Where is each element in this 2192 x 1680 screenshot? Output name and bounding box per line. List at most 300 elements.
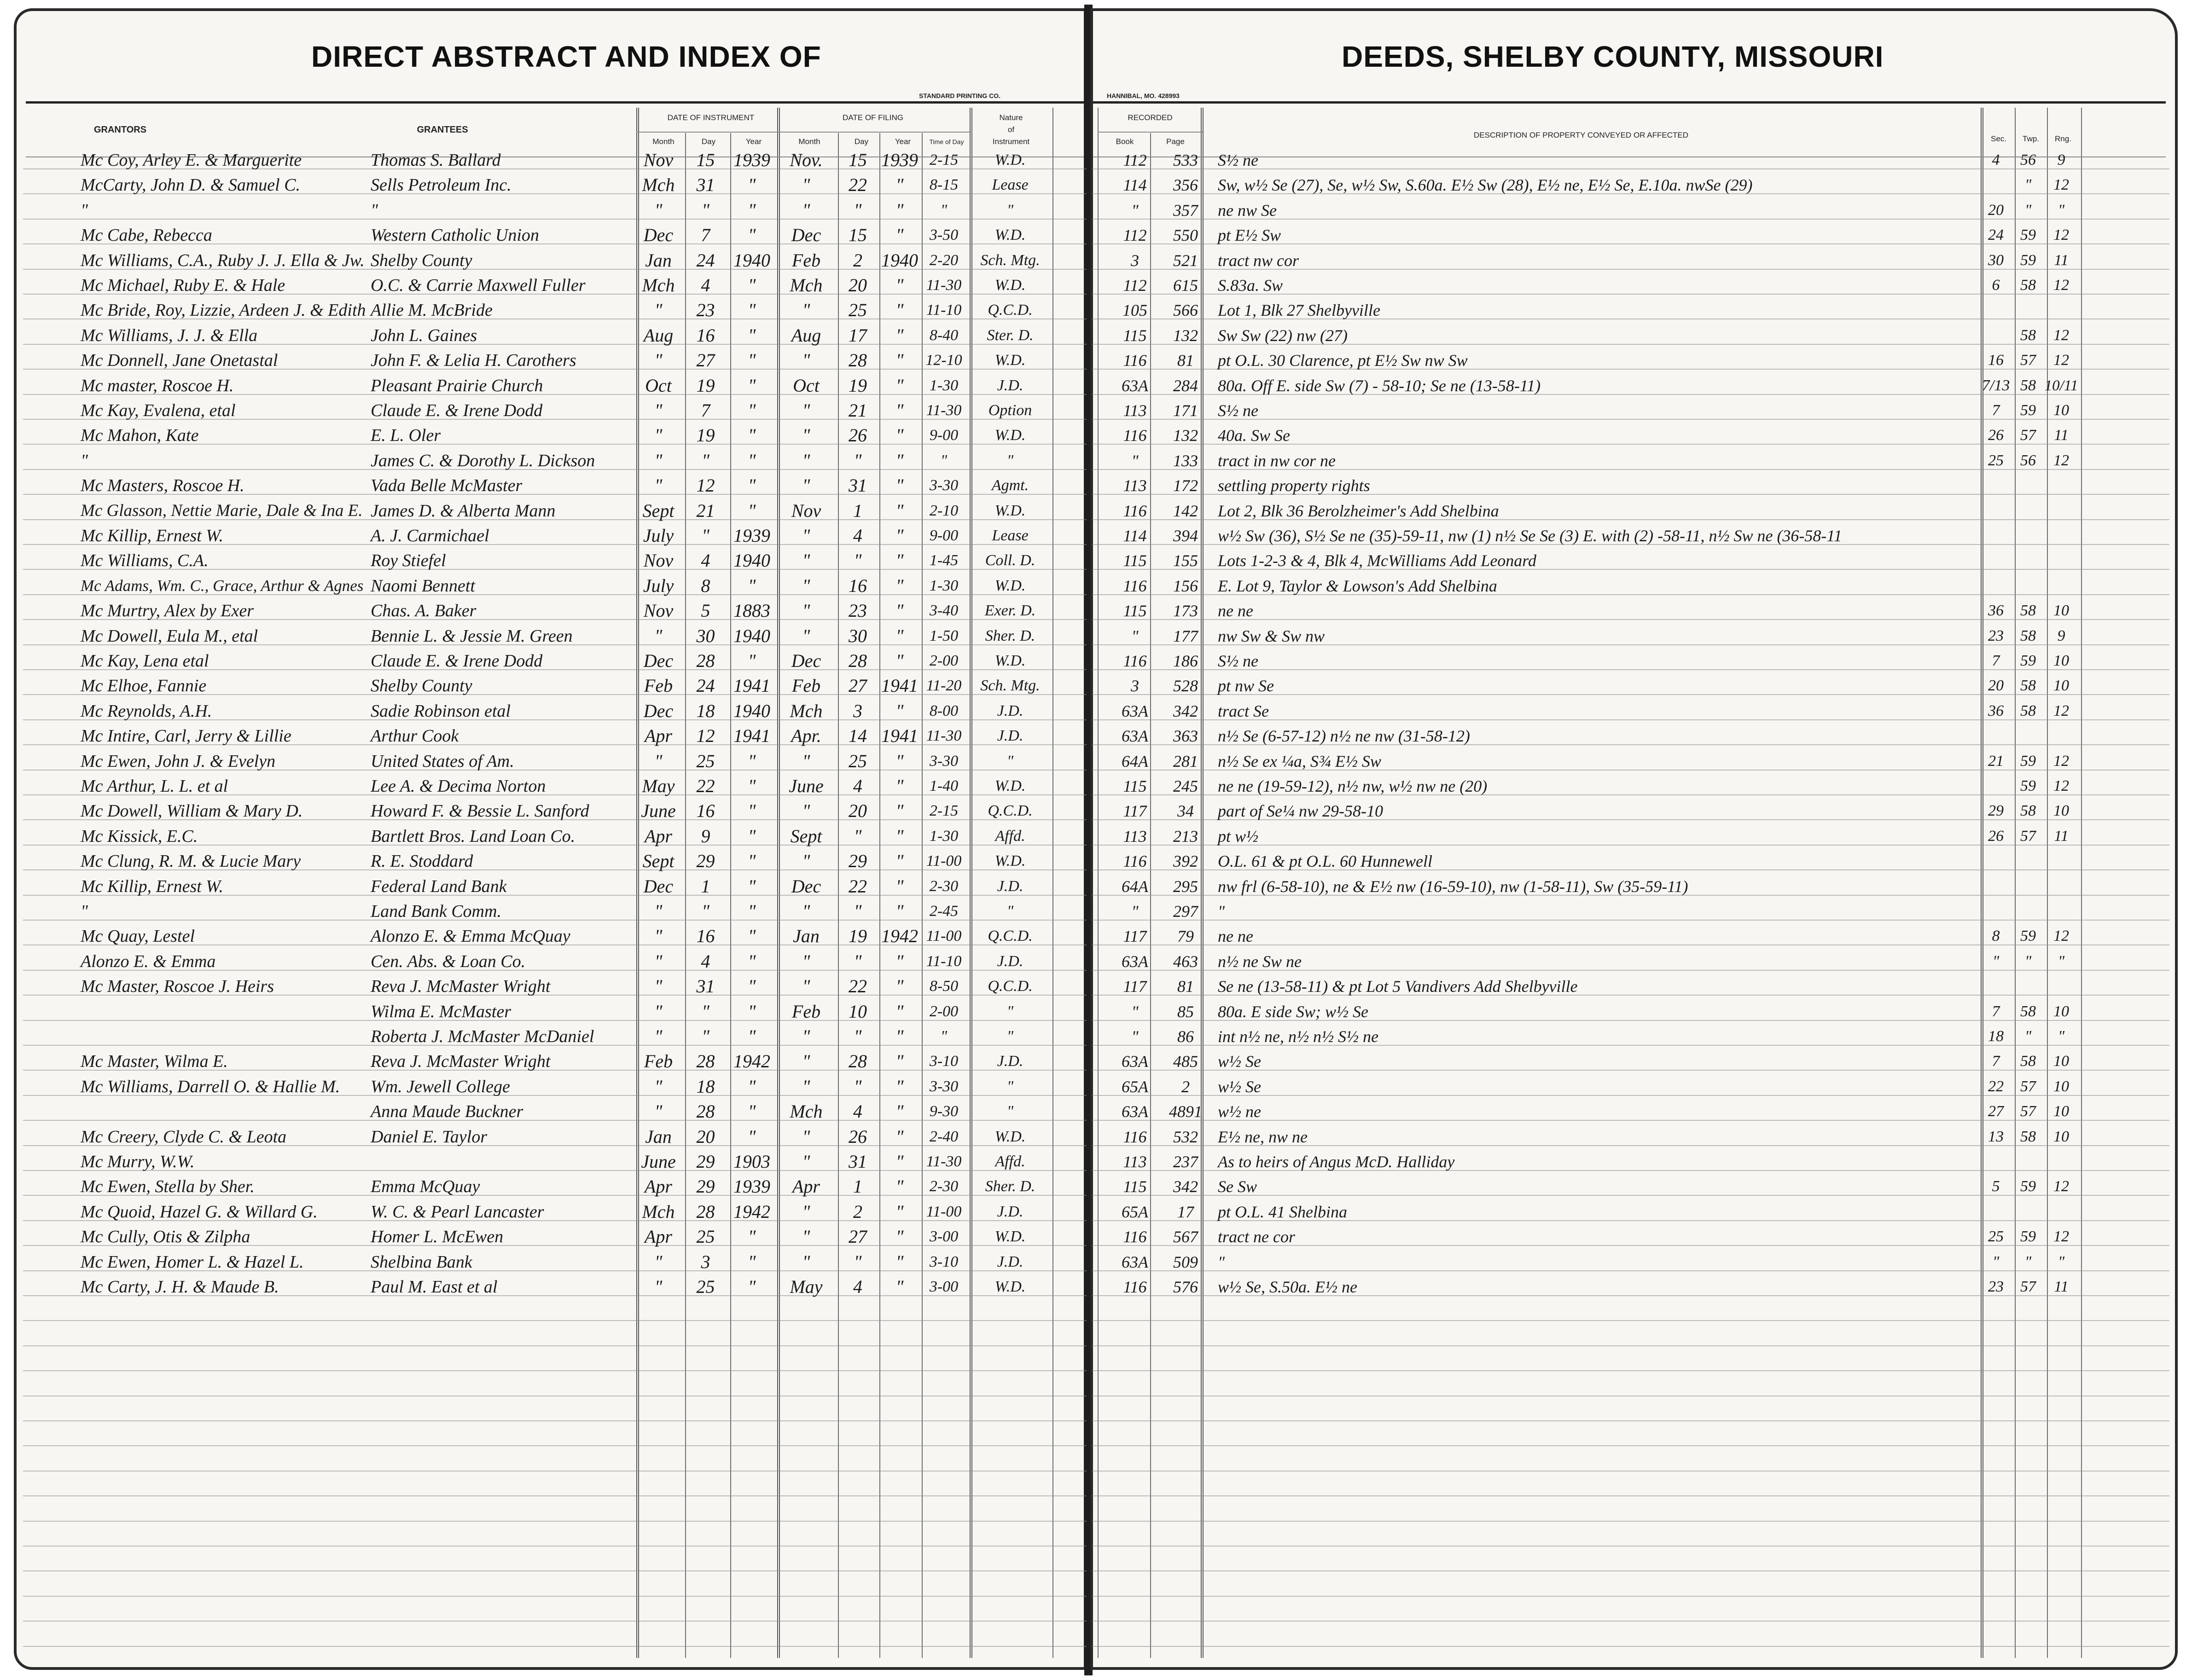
cell-id: 4 <box>701 275 710 295</box>
cell-id: 15 <box>696 150 715 170</box>
cell-time: 1-30 <box>929 577 959 594</box>
cell-time: 11-20 <box>926 677 962 695</box>
cell-time: 3-10 <box>929 1253 959 1270</box>
cell-desc: Se ne (13-58-11) & pt Lot 5 Vandivers Add Shelbyville <box>1218 977 1578 996</box>
cell-book: 116 <box>1123 576 1147 595</box>
cell-grantor: Mc Killip, Ernest W. <box>81 526 223 545</box>
cell-page: 342 <box>1173 1177 1198 1196</box>
cell-id: " <box>702 1026 709 1047</box>
cell-im: " <box>654 450 663 471</box>
cell-twp: 57 <box>2020 427 2036 444</box>
cell-iy: " <box>748 851 756 872</box>
cell-im: " <box>654 976 663 997</box>
cell-rng: " <box>2058 952 2065 970</box>
cell-id: 16 <box>696 926 715 947</box>
cell-fm: " <box>802 1251 810 1272</box>
cell-fy: " <box>895 750 904 771</box>
cell-time: 11-10 <box>926 952 962 970</box>
header-rule-left <box>26 101 1084 104</box>
cell-twp: 57 <box>2020 1078 2036 1095</box>
cell-page: 356 <box>1173 176 1198 195</box>
cell-time: 8-00 <box>929 702 959 719</box>
cell-nature: W.D. <box>994 777 1026 794</box>
cell-fm: Mch <box>790 275 823 295</box>
cell-fy: " <box>895 776 904 796</box>
cell-fy: " <box>895 825 904 846</box>
cell-im: " <box>654 1001 663 1022</box>
cell-grantee: Shelby County <box>371 676 472 696</box>
cell-twp: 59 <box>2020 402 2036 419</box>
cell-rng: " <box>2058 1253 2065 1270</box>
cell-desc: w½ Se <box>1218 1077 1261 1096</box>
cell-fm: " <box>802 475 810 496</box>
cell-rng: 12 <box>2053 226 2069 244</box>
cell-grantor: Mc Williams, J. J. & Ella <box>81 325 258 345</box>
cell-im: Nov <box>643 150 674 170</box>
rule-right-subheader <box>1098 132 1203 133</box>
cell-fd: 20 <box>849 275 867 295</box>
cell-nature: Q.C.D. <box>988 978 1033 995</box>
ruled-line <box>23 1621 1087 1622</box>
rule-left-9 <box>1052 108 1053 1658</box>
cell-id: 31 <box>696 174 715 196</box>
cell-fm: Nov <box>791 500 821 521</box>
cell-fy: " <box>895 300 904 321</box>
cell-desc: pt w½ <box>1218 827 1259 846</box>
cell-fy: " <box>895 199 904 220</box>
cell-book: 115 <box>1123 777 1147 795</box>
cell-book: 114 <box>1123 527 1147 545</box>
rule-right-4 <box>1981 108 1983 1658</box>
cell-sec: 24 <box>1988 226 2004 244</box>
cell-time: 2-00 <box>929 652 959 669</box>
cell-fy: " <box>895 400 904 421</box>
cell-fd: 15 <box>849 150 867 170</box>
cell-grantee: Sadie Robinson etal <box>371 701 511 721</box>
cell-sec: 23 <box>1988 627 2004 644</box>
cell-desc: " <box>1218 902 1225 921</box>
cell-time: 3-30 <box>929 1078 959 1095</box>
cell-fm: " <box>802 450 810 471</box>
cell-fm: " <box>802 600 810 621</box>
cell-nature: Affd. <box>995 1153 1025 1170</box>
cell-nature: W.D. <box>994 277 1026 294</box>
cell-fy: " <box>895 375 904 396</box>
cell-time: 11-00 <box>926 927 962 945</box>
cell-fd: 10 <box>849 1001 867 1022</box>
ruled-line <box>1092 1370 2169 1371</box>
cell-iy: " <box>748 1001 756 1022</box>
cell-book: 3 <box>1131 251 1139 270</box>
cell-book: " <box>1131 1002 1139 1021</box>
cell-time: 2-15 <box>929 151 959 168</box>
cell-iy: " <box>748 1101 756 1122</box>
cell-fd: 22 <box>849 976 867 997</box>
cell-iy: " <box>748 926 756 947</box>
cell-book: " <box>1131 451 1139 470</box>
cell-page: 81 <box>1177 977 1194 996</box>
cell-rng: 12 <box>2053 352 2069 369</box>
cell-time: 3-30 <box>929 477 959 494</box>
cell-desc: S½ ne <box>1218 151 1258 169</box>
ruled-line <box>1092 1445 2169 1446</box>
cell-rng: 11 <box>2054 827 2069 845</box>
rule-right-1 <box>1098 108 1099 1658</box>
cell-desc: pt O.L. 30 Clarence, pt E½ Sw nw Sw <box>1218 351 1468 370</box>
cell-grantor: Mc Dowell, Eula M., etal <box>81 626 258 646</box>
cell-time: 8-15 <box>929 176 959 194</box>
cell-fd: 4 <box>853 1101 862 1122</box>
cell-fd: 31 <box>849 1151 867 1172</box>
rule-left-subheader <box>636 132 972 133</box>
cell-iy: " <box>748 324 756 346</box>
cell-grantor: Mc master, Roscoe H. <box>81 376 234 395</box>
cell-fm: " <box>802 575 810 596</box>
cell-nature: J.D. <box>997 727 1023 745</box>
cell-fy: " <box>895 450 904 471</box>
cell-twp: 58 <box>2020 1128 2036 1145</box>
cell-desc: pt O.L. 41 Shelbina <box>1218 1202 1348 1221</box>
cell-fd: 26 <box>849 425 867 446</box>
cell-id: 25 <box>696 1276 715 1297</box>
ruled-line <box>1092 1521 2169 1522</box>
cell-fd: 4 <box>853 776 862 796</box>
cell-rng: 10 <box>2053 602 2069 620</box>
cell-im: " <box>654 1101 663 1122</box>
cell-nature: J.D. <box>997 1253 1023 1270</box>
cell-fd: 19 <box>849 375 867 396</box>
cell-page: 237 <box>1173 1153 1198 1171</box>
cell-sec: 16 <box>1988 352 2004 369</box>
cell-desc: Lot 1, Blk 27 Shelbyville <box>1218 301 1380 320</box>
cell-im: " <box>654 1276 663 1297</box>
cell-iy: 1942 <box>733 1201 770 1222</box>
cell-twp: 59 <box>2020 752 2036 770</box>
cell-fd: 15 <box>849 225 867 246</box>
cell-id: 31 <box>696 976 715 997</box>
cell-fd: 1 <box>853 1176 862 1197</box>
cell-desc: S½ ne <box>1218 652 1258 670</box>
cell-nature: Agmt. <box>991 477 1029 494</box>
cell-fy: " <box>895 575 904 596</box>
cell-rng: 9 <box>2057 151 2065 168</box>
cell-id: 22 <box>696 776 715 796</box>
cell-rng: 10 <box>2053 1128 2069 1145</box>
cell-im: Apr <box>645 1226 672 1247</box>
cell-nature: W.D. <box>994 352 1026 369</box>
cell-iy: " <box>748 225 756 246</box>
cell-sec: 18 <box>1988 1028 2004 1045</box>
cell-grantor: Mc Quay, Lestel <box>81 927 195 946</box>
cell-time: 11-10 <box>926 301 962 319</box>
cell-page: 521 <box>1173 251 1198 270</box>
ruled-line <box>1092 1320 2169 1321</box>
cell-fm: " <box>802 425 810 446</box>
cell-grantee: Homer L. McEwen <box>371 1227 504 1247</box>
cell-twp: 59 <box>2020 652 2036 669</box>
cell-time: 2-40 <box>929 1128 959 1145</box>
header-time-of-day: Time of Day <box>929 138 964 145</box>
cell-fd: 4 <box>853 525 862 546</box>
cell-fd: 23 <box>849 600 867 621</box>
cell-page: 566 <box>1173 301 1198 320</box>
cell-fd: 3 <box>853 700 862 721</box>
cell-sec: 23 <box>1988 1278 2004 1295</box>
cell-fy: " <box>895 1101 904 1122</box>
cell-fy: " <box>895 425 904 446</box>
cell-grantee: Daniel E. Taylor <box>371 1127 487 1147</box>
cell-desc: pt E½ Sw <box>1218 226 1281 245</box>
cell-fd: " <box>854 199 862 220</box>
cell-id: 20 <box>696 1126 715 1147</box>
cell-time: 9-00 <box>929 527 959 544</box>
cell-iy: " <box>748 1076 756 1097</box>
cell-page: 156 <box>1173 576 1198 595</box>
cell-time: 2-15 <box>929 802 959 820</box>
cell-fd: 28 <box>849 1051 867 1072</box>
cell-grantee: O.C. & Carrie Maxwell Fuller <box>371 276 586 295</box>
cell-grantee: Allie M. McBride <box>371 301 493 320</box>
cell-id: 29 <box>696 1151 715 1172</box>
cell-fy: " <box>895 1176 904 1197</box>
cell-iy: " <box>748 350 756 371</box>
cell-desc: int n½ ne, n½ n½ S½ ne <box>1218 1027 1378 1046</box>
cell-desc: w½ ne <box>1218 1102 1261 1121</box>
cell-fd: 25 <box>849 300 867 321</box>
cell-im: Apr <box>645 825 672 846</box>
cell-im: June <box>641 1151 676 1172</box>
cell-book: 65A <box>1122 1202 1148 1221</box>
cell-grantor: Mc Kay, Evalena, etal <box>81 401 236 420</box>
cell-id: 27 <box>696 350 715 371</box>
cell-rng: 11 <box>2054 427 2069 444</box>
cell-id: 1 <box>701 875 710 897</box>
cell-iy: 1940 <box>733 700 770 721</box>
cell-iy: " <box>748 450 756 471</box>
cell-grantor: Mc Cabe, Rebecca <box>81 226 212 245</box>
cell-nature: J.D. <box>997 877 1023 895</box>
cell-grantee: United States of Am. <box>371 751 514 771</box>
printer-imprint-right: HANNIBAL, MO. 428993 <box>1107 92 1180 99</box>
cell-grantor: Mc Kissick, E.C. <box>81 826 198 846</box>
ruled-line <box>23 1596 1087 1597</box>
cell-twp: " <box>2024 952 2032 970</box>
cell-fy: 1941 <box>881 725 918 747</box>
cell-grantee: Howard F. & Bessie L. Sanford <box>371 801 589 821</box>
cell-iy: " <box>748 375 756 396</box>
cell-nature: Exer. D. <box>984 602 1036 620</box>
cell-im: " <box>654 750 663 771</box>
cell-fy: " <box>895 875 904 897</box>
cell-nature: Sch. Mtg. <box>980 677 1040 695</box>
cell-id: 7 <box>701 225 710 246</box>
cell-fy: " <box>895 851 904 872</box>
cell-twp: " <box>2024 201 2032 219</box>
cell-grantor: Mc Clung, R. M. & Lucie Mary <box>81 852 301 871</box>
cell-fy: " <box>895 950 904 972</box>
cell-rng: 10 <box>2053 402 2069 419</box>
cell-page: 567 <box>1173 1228 1198 1246</box>
cell-book: " <box>1131 626 1139 645</box>
cell-desc: ne ne <box>1218 927 1253 946</box>
cell-desc: w½ Sw (36), S½ Se ne (35)-59-11, nw (1) n½ Se Se (3) E. with (2) -58-11, n½ Sw ne (36-58-11 <box>1218 527 1842 545</box>
cell-rng: 12 <box>2053 277 2069 294</box>
cell-fm: Oct <box>793 375 820 396</box>
cell-twp: 58 <box>2020 377 2036 394</box>
cell-book: 113 <box>1123 401 1147 420</box>
cell-page: 177 <box>1173 626 1198 645</box>
cell-book: 63A <box>1122 1102 1148 1121</box>
cell-grantor: Mc Reynolds, A.H. <box>81 701 212 721</box>
cell-fd: 20 <box>849 800 867 822</box>
cell-grantee: Thomas S. Ballard <box>371 151 501 170</box>
cell-fy: " <box>895 1226 904 1247</box>
header-nature-3: Instrument <box>992 137 1030 146</box>
cell-nature: W.D. <box>994 1128 1026 1145</box>
cell-desc: 80a. E side Sw; w½ Se <box>1218 1002 1368 1021</box>
cell-nature: " <box>1006 1078 1014 1095</box>
header-nature-1: Nature <box>999 113 1023 122</box>
cell-book: 115 <box>1123 1177 1147 1196</box>
cell-grantor: Mc Master, Roscoe J. Heirs <box>81 977 274 996</box>
cell-grantor: Mc Master, Wilma E. <box>81 1052 228 1072</box>
cell-fy: " <box>895 350 904 371</box>
header-sec: Sec. <box>1990 134 2007 143</box>
cell-book: 64A <box>1122 752 1148 770</box>
cell-time: 3-30 <box>929 752 959 770</box>
cell-time: 3-50 <box>929 226 959 244</box>
cell-grantee: Vada Belle McMaster <box>371 476 523 496</box>
cell-book: 114 <box>1123 176 1147 195</box>
cell-book: 112 <box>1123 276 1147 295</box>
cell-book: 116 <box>1123 501 1147 520</box>
cell-fm: Jan <box>793 926 820 947</box>
cell-fd: 2 <box>853 1201 862 1222</box>
cell-grantee: Chas. A. Baker <box>371 601 477 621</box>
cell-page: 132 <box>1173 326 1198 345</box>
cell-iy: " <box>748 1226 756 1247</box>
cell-sec: 6 <box>1992 277 2000 294</box>
cell-grantee: Anna Maude Buckner <box>371 1102 523 1122</box>
cell-time: 9-00 <box>929 427 959 444</box>
ruled-line <box>1092 1570 2169 1571</box>
cell-fd: 22 <box>849 875 867 897</box>
cell-iy: " <box>748 1276 756 1297</box>
cell-iy: " <box>748 275 756 295</box>
cell-rng: " <box>2058 1028 2065 1045</box>
cell-nature: W.D. <box>994 652 1026 669</box>
cell-desc: Lots 1-2-3 & 4, Blk 4, McWilliams Add Leonard <box>1218 551 1536 570</box>
cell-fd: 19 <box>849 926 867 947</box>
cell-desc: tract nw cor <box>1218 251 1299 270</box>
cell-iy: " <box>748 300 756 321</box>
cell-book: 116 <box>1123 351 1147 370</box>
cell-sec: 5 <box>1992 1178 2000 1195</box>
cell-fd: 28 <box>849 350 867 371</box>
cell-twp: 59 <box>2020 777 2036 794</box>
cell-book: 63A <box>1122 1252 1148 1271</box>
cell-fd: 4 <box>853 1276 862 1297</box>
cell-rng: 10 <box>2053 1078 2069 1095</box>
cell-nature: Q.C.D. <box>988 802 1033 820</box>
cell-iy: " <box>748 1251 756 1272</box>
cell-page: 186 <box>1173 652 1198 670</box>
cell-nature: Lease <box>992 527 1029 544</box>
cell-sec: 25 <box>1988 452 2004 469</box>
cell-im: Mch <box>642 174 675 196</box>
header-filing-year: Year <box>895 137 911 146</box>
cell-fm: " <box>802 550 810 571</box>
cell-grantee: A. J. Carmichael <box>371 526 489 545</box>
cell-page: 533 <box>1173 151 1198 169</box>
cell-iy: 1939 <box>733 1176 770 1197</box>
cell-book: 113 <box>1123 476 1147 495</box>
cell-page: 133 <box>1173 451 1198 470</box>
cell-grantor: Mc Williams, C.A., Ruby J. J. Ella & Jw. <box>81 250 365 270</box>
cell-fm: June <box>789 776 824 796</box>
cell-fm: " <box>802 1026 810 1047</box>
cell-fy: " <box>895 800 904 822</box>
cell-time: " <box>940 452 948 469</box>
cell-grantee: James D. & Alberta Mann <box>371 501 556 521</box>
ruled-line <box>23 1420 1087 1421</box>
cell-rng: 12 <box>2053 927 2069 945</box>
cell-fy: " <box>895 600 904 621</box>
cell-fy: " <box>895 1126 904 1147</box>
cell-im: Feb <box>644 675 673 696</box>
cell-fy: " <box>895 625 904 646</box>
cell-grantee: W. C. & Pearl Lancaster <box>371 1202 544 1222</box>
cell-sec: 7 <box>1992 1002 2000 1020</box>
cell-time: 11-00 <box>926 852 962 870</box>
cell-fm: " <box>802 1201 810 1222</box>
cell-book: 117 <box>1123 802 1147 821</box>
cell-desc: S½ ne <box>1218 401 1258 420</box>
cell-book: 116 <box>1123 426 1147 445</box>
cell-iy: " <box>748 776 756 796</box>
cell-time: 3-00 <box>929 1278 959 1295</box>
cell-grantee: Land Bank Comm. <box>371 902 501 921</box>
cell-id: 28 <box>696 1201 715 1222</box>
cell-sec: 13 <box>1988 1128 2004 1145</box>
cell-fm: Apr. <box>791 725 821 747</box>
cell-im: July <box>643 575 674 596</box>
cell-nature: " <box>1006 1103 1014 1120</box>
rule-right-7 <box>2081 108 2082 1658</box>
cell-im: " <box>654 625 663 646</box>
cell-nature: " <box>1006 452 1014 469</box>
cell-im: " <box>654 300 663 321</box>
cell-twp: 58 <box>2020 677 2036 695</box>
ruled-line <box>23 1495 1087 1496</box>
header-instrument-year: Year <box>745 137 762 146</box>
cell-grantee: Arthur Cook <box>371 726 459 746</box>
cell-rng: " <box>2058 201 2065 219</box>
cell-grantee: John L. Gaines <box>371 325 477 345</box>
cell-id: " <box>702 901 709 921</box>
cell-desc: tract in nw cor ne <box>1218 451 1336 470</box>
cell-nature: Coll. D. <box>985 552 1035 569</box>
cell-book: 105 <box>1122 301 1147 320</box>
cell-desc: w½ Se <box>1218 1052 1261 1071</box>
cell-rng: 10 <box>2053 1002 2069 1020</box>
cell-page: 463 <box>1173 952 1198 971</box>
cell-fm: " <box>802 1151 810 1172</box>
cell-time: 1-30 <box>929 827 959 845</box>
cell-id: 16 <box>696 324 715 346</box>
cell-sec: 26 <box>1988 827 2004 845</box>
cell-time: 11-30 <box>926 277 962 294</box>
